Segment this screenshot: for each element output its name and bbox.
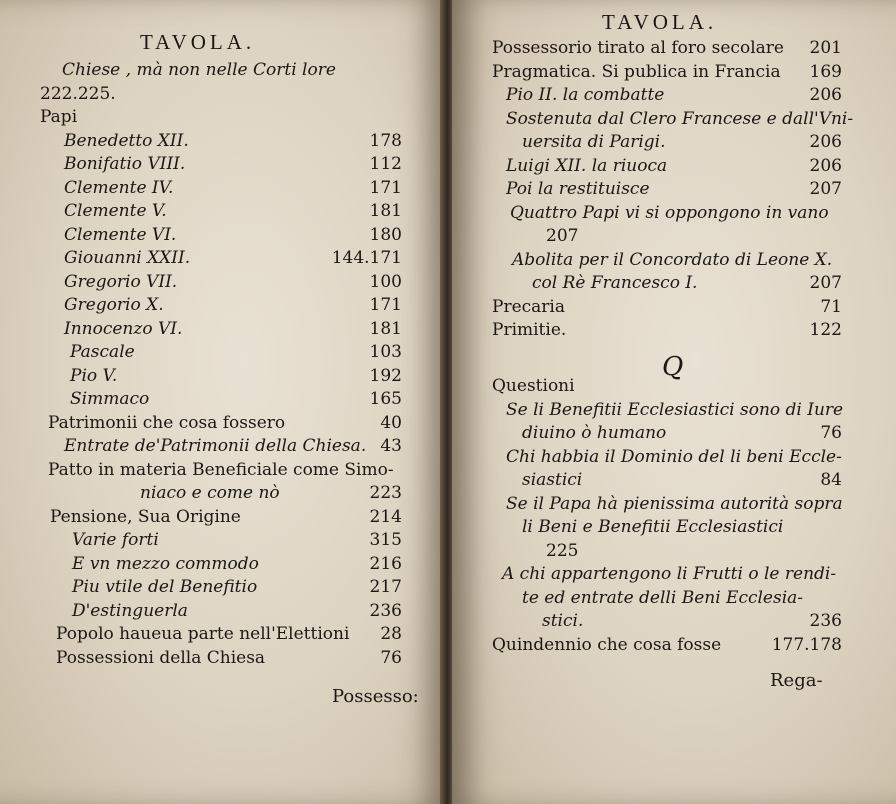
- entry-page-number: 144.171: [331, 248, 402, 268]
- entry-text: Piu vtile del Benefitio: [72, 577, 258, 597]
- index-entry: [506, 492, 842, 516]
- entry-text: Chi habbia il Dominio del li beni Eccle-: [506, 446, 842, 467]
- section-letter: Q: [662, 352, 684, 382]
- entry-page-number: 315: [369, 530, 402, 550]
- entry-text: Pio II. la combatte: [506, 85, 665, 105]
- left-catchword: Possesso:: [332, 686, 419, 707]
- index-entry: [492, 60, 842, 84]
- entry-text: Bonifatio VIII.: [64, 154, 186, 174]
- index-entry: [502, 562, 842, 586]
- entry-page-number: 217: [369, 577, 402, 597]
- entry-text: 225: [546, 540, 579, 561]
- entry-page-number: 201: [809, 38, 842, 58]
- index-entry: [70, 387, 402, 411]
- entry-text: Varie forti: [72, 530, 159, 550]
- entry-page-number: 28: [380, 624, 402, 644]
- entry-page-number: 169: [809, 61, 842, 82]
- entry-text: Precaria: [492, 296, 565, 317]
- entry-text: Pio V.: [70, 365, 118, 386]
- index-entry: [522, 515, 842, 539]
- index-entry: [510, 201, 842, 225]
- index-entry: [72, 599, 402, 623]
- entry-text: Se li Benefitii Ecclesiastici sono di Iure: [506, 399, 844, 420]
- index-entry: [492, 318, 842, 342]
- entry-page-number: 165: [369, 389, 402, 409]
- entry-page-number: 180: [369, 224, 402, 245]
- entry-text: Innocenzo VI.: [64, 318, 183, 339]
- entry-text: D'estinguerla: [72, 600, 188, 621]
- right-page: [452, 0, 896, 804]
- index-entry: [64, 293, 402, 317]
- entry-page-number: 207: [809, 273, 842, 293]
- index-entry: [522, 421, 842, 445]
- entry-text: li Beni e Benefitii Ecclesiastici: [522, 517, 784, 537]
- index-entry: [506, 154, 842, 178]
- entry-page-number: 84: [820, 470, 842, 490]
- entry-text: niaco e come nò: [140, 483, 280, 503]
- index-entry: [64, 129, 402, 153]
- index-entry: [64, 434, 402, 458]
- entry-page-number: 76: [380, 647, 402, 668]
- entry-text: Gregorio X.: [64, 295, 164, 315]
- index-entry: [64, 199, 402, 223]
- entry-text: Pensione, Sua Origine: [50, 506, 241, 527]
- index-entry: [40, 105, 402, 129]
- entry-text: Clemente VI.: [64, 224, 177, 245]
- entry-page-number: 206: [809, 155, 842, 176]
- entry-text: te ed entrate delli Beni Ecclesia-: [522, 587, 804, 608]
- entry-page-number: 100: [369, 271, 402, 292]
- index-entry: [512, 248, 842, 272]
- entry-page-number: 206: [809, 132, 842, 152]
- entry-page-number: 171: [369, 295, 402, 315]
- index-entry: [70, 364, 402, 388]
- index-entry: [64, 152, 402, 176]
- entry-page-number: 216: [369, 553, 402, 574]
- entry-page-number: 76: [820, 423, 842, 443]
- index-entry: [50, 505, 402, 529]
- entry-page-number: 71: [820, 296, 842, 317]
- entry-page-number: 207: [809, 179, 842, 199]
- entry-text: Se il Papa hà pienissima autorità sopra: [506, 493, 843, 514]
- entry-text: Chiese , mà non nelle Corti lore: [62, 60, 336, 80]
- entry-page-number: 181: [369, 201, 402, 221]
- index-entry: [506, 445, 842, 469]
- entry-page-number: 178: [369, 130, 402, 151]
- entry-page-number: 223: [369, 483, 402, 503]
- entry-page-number: 112: [369, 154, 402, 174]
- entry-page-number: 236: [809, 611, 842, 631]
- index-entry: [492, 633, 842, 657]
- entry-text: Gregorio VII.: [64, 271, 178, 292]
- index-entry: [64, 223, 402, 247]
- index-entry: [546, 539, 842, 563]
- right-catchword: Rega-: [770, 670, 823, 691]
- entry-text: Possessorio tirato al foro secolare: [492, 38, 784, 58]
- index-entry: [64, 317, 402, 341]
- entry-text: Abolita per il Concordato di Leone X.: [512, 249, 833, 270]
- index-entry: [522, 586, 842, 610]
- entry-page-number: 171: [369, 177, 402, 198]
- entry-text: 222.225.: [40, 83, 116, 104]
- entry-page-number: 206: [809, 85, 842, 105]
- index-entry: [542, 609, 842, 633]
- index-entry: [40, 82, 402, 106]
- index-entry: [492, 295, 842, 319]
- index-entry: [522, 468, 842, 492]
- entry-text: Clemente IV.: [64, 177, 174, 198]
- entry-text: Possessioni della Chiesa: [56, 647, 266, 668]
- index-entry: [492, 36, 842, 60]
- index-entry: [48, 458, 402, 482]
- entry-text: Clemente V.: [64, 201, 167, 221]
- entry-page-number: 181: [369, 318, 402, 339]
- entry-page-number: 122: [809, 320, 842, 340]
- entry-text: A chi appartengono li Frutti o le rendi-: [502, 564, 837, 584]
- right-page-header: TAVOLA.: [602, 10, 718, 34]
- entry-text: Patrimonii che cosa fossero: [48, 412, 286, 433]
- entry-page-number: 103: [369, 342, 402, 362]
- entry-text: col Rè Francesco I.: [532, 273, 698, 293]
- entry-text: Pascale: [70, 342, 135, 362]
- entry-text: 207: [546, 226, 579, 246]
- entry-text: stici.: [542, 611, 584, 631]
- index-entry: [506, 398, 842, 422]
- index-entry: [72, 552, 402, 576]
- index-entry: [506, 107, 854, 131]
- entry-text: Pragmatica. Si publica in Francia: [492, 61, 781, 82]
- entry-page-number: 236: [369, 600, 402, 621]
- index-entry: [506, 177, 842, 201]
- index-entry: [72, 528, 402, 552]
- index-entry: [492, 374, 842, 398]
- index-entry: [522, 130, 842, 154]
- entry-page-number: 177.178: [771, 634, 842, 655]
- entry-page-number: 192: [369, 365, 402, 386]
- entry-text: Giouanni XXII.: [64, 248, 191, 268]
- entry-text: E vn mezzo commodo: [72, 553, 259, 574]
- left-page: [0, 0, 446, 804]
- entry-text: diuino ò humano: [522, 423, 667, 443]
- entry-text: Benedetto XII.: [64, 130, 189, 151]
- index-entry: [56, 622, 402, 646]
- entry-text: Papi: [40, 107, 78, 127]
- index-entry: [62, 58, 402, 82]
- entry-text: Sostenuta dal Clero Francese e dall'Vni-: [506, 108, 854, 129]
- left-page-header: TAVOLA.: [140, 30, 256, 54]
- entry-page-number: 43: [380, 436, 402, 456]
- index-entry: [64, 176, 402, 200]
- index-entry: [506, 83, 842, 107]
- entry-page-number: 40: [380, 412, 402, 433]
- entry-text: siastici: [522, 470, 583, 490]
- entry-text: Patto in materia Beneficiale come Simo-: [48, 459, 394, 480]
- index-entry: [48, 411, 402, 435]
- index-entry: [72, 575, 402, 599]
- entry-text: Questioni: [492, 376, 575, 396]
- entry-text: Poi la restituisce: [506, 179, 650, 199]
- entry-text: Simmaco: [70, 389, 150, 409]
- entry-text: Quindennio che cosa fosse: [492, 634, 722, 655]
- entry-text: Primitie.: [492, 320, 567, 340]
- index-entry: [70, 340, 402, 364]
- entry-text: uersita di Parigi.: [522, 132, 666, 152]
- entry-text: Luigi XII. la riuoca: [506, 155, 668, 176]
- entry-text: Popolo haueua parte nell'Elettioni: [56, 624, 350, 644]
- entry-page-number: 214: [369, 506, 402, 527]
- entry-text: Entrate de'Patrimonii della Chiesa.: [64, 436, 367, 456]
- index-entry: [546, 224, 842, 248]
- index-entry: [140, 481, 402, 505]
- index-entry: [64, 270, 402, 294]
- index-entry: [532, 271, 842, 295]
- index-entry: [56, 646, 402, 670]
- entry-text: Quattro Papi vi si oppongono in vano: [510, 202, 829, 223]
- index-entry: [64, 246, 402, 270]
